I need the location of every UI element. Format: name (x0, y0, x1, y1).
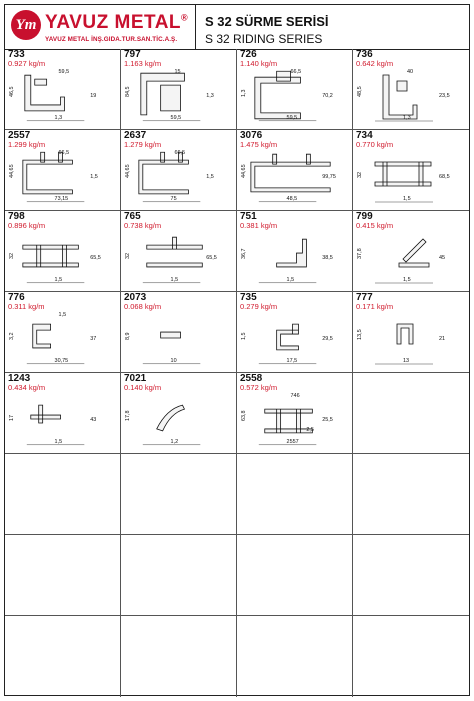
profile-drawing (121, 229, 236, 289)
empty-cell (353, 535, 469, 616)
profile-code: 733 (8, 49, 25, 60)
profile-cell-734 (353, 130, 469, 211)
profile-cell-736 (353, 49, 469, 130)
dimension-label: 1,5 (240, 332, 247, 340)
dimension-label: 1,3 (206, 93, 214, 99)
profile-weight: 0.068 kg/m (124, 302, 162, 311)
dimension-label: 1,3 (54, 114, 63, 121)
profile-cell-735 (237, 292, 353, 373)
catalog-header (5, 5, 469, 50)
dimension-label: 65,5 (206, 255, 217, 261)
dimension-label: 17,5 (286, 357, 298, 364)
dimension-label: 66,5 (58, 150, 70, 157)
profile-drawing (121, 310, 236, 370)
dimension-label: 59,5 (170, 114, 182, 121)
dimension-label: 32 (357, 171, 363, 178)
profile-cell-7021 (121, 373, 237, 454)
profile-drawing (237, 310, 352, 370)
profile-code: 798 (8, 211, 25, 222)
profile-cell-3076 (237, 130, 353, 211)
dimension-label: 46,5 (8, 86, 15, 97)
profile-code: 1243 (8, 373, 31, 384)
dimension-label: 75 (170, 195, 177, 202)
profile-outline (147, 237, 203, 267)
profile-code: 777 (356, 292, 373, 303)
profile-cell-726 (237, 49, 353, 130)
profile-code: 751 (240, 211, 257, 222)
dimension-label: 84,5 (124, 86, 131, 97)
empty-cell (237, 454, 353, 535)
dimension-label: 44,65 (8, 164, 15, 178)
profile-outline (265, 409, 313, 433)
profile-cell-797 (121, 49, 237, 130)
dimension-label: 2557 (286, 438, 299, 445)
profile-cell-1243 (5, 373, 121, 454)
dimension-label: 63,8 (240, 410, 247, 421)
empty-cell (353, 373, 469, 454)
profile-weight: 1.475 kg/m (240, 140, 278, 149)
dimension-label: 59,5 (286, 114, 298, 121)
dimension-label: 10 (170, 357, 177, 364)
empty-cell (121, 535, 237, 616)
dimension-label: 2,5 (306, 426, 314, 433)
profile-weight: 0.381 kg/m (240, 221, 278, 230)
profile-drawing (237, 391, 352, 451)
profile-outline (383, 75, 417, 119)
dimension-label: 3,2 (8, 332, 15, 340)
profile-code: 799 (356, 211, 373, 222)
dimension-label: 1,2 (170, 438, 179, 445)
dimension-label: 44,65 (240, 164, 247, 178)
empty-cell (237, 616, 353, 697)
profile-outline (23, 152, 73, 194)
profile-cell-2558 (237, 373, 353, 454)
profile-outline (251, 154, 330, 192)
profile-cell-733 (5, 49, 121, 130)
dimension-label: 68,5 (439, 174, 450, 180)
profile-outline (139, 152, 189, 194)
dimension-label: 32 (8, 252, 15, 259)
empty-cell (5, 535, 121, 616)
dimension-label: 36,7 (240, 248, 247, 259)
dimension-label: 19 (90, 93, 97, 99)
dimension-label: 21 (439, 336, 446, 342)
dimension-label: 1,5 (54, 276, 63, 283)
dimension-label: 48,5 (286, 195, 298, 202)
dimension-label: 1,5 (170, 276, 179, 283)
profile-drawing (5, 67, 120, 127)
profile-cell-799 (353, 211, 469, 292)
dimension-label: 37,8 (357, 248, 363, 259)
profile-drawing (5, 148, 120, 208)
profile-cell-2073 (121, 292, 237, 373)
profile-outline (397, 324, 413, 344)
profile-outline (277, 324, 299, 350)
profile-drawing (353, 229, 469, 289)
profile-drawing (5, 310, 120, 370)
profile-cell-798 (5, 211, 121, 292)
profile-drawing (353, 67, 469, 127)
profile-drawing (237, 229, 352, 289)
dimension-label: 1,5 (90, 174, 98, 180)
profile-code: 2557 (8, 130, 31, 141)
dimension-label: 1,5 (54, 438, 63, 445)
profile-outline (399, 239, 429, 267)
dimension-label: 17,8 (124, 410, 131, 421)
dimension-label: 23,5 (439, 93, 450, 99)
profile-code: 2637 (124, 130, 147, 141)
dimension-label: 13,5 (357, 329, 363, 340)
profile-weight: 0.738 kg/m (124, 221, 162, 230)
profile-drawing (237, 148, 352, 208)
dimension-label: 45 (439, 255, 446, 261)
profile-outline (157, 405, 185, 431)
empty-cell (5, 616, 121, 697)
profile-outline (31, 405, 61, 423)
dimension-label: 59,5 (58, 69, 70, 76)
empty-cell (121, 454, 237, 535)
profile-weight: 0.896 kg/m (8, 221, 46, 230)
dimension-label: 99,75 (322, 174, 336, 180)
dimension-label: 1,5 (403, 277, 411, 283)
profile-weight: 0.770 kg/m (356, 140, 394, 149)
profile-drawing (121, 391, 236, 451)
dimension-label: 32 (124, 252, 131, 259)
profile-weight: 0.140 kg/m (124, 383, 162, 392)
brand-name-text: YAVUZ METAL (45, 12, 182, 33)
brand-name (45, 12, 188, 34)
profile-drawing (353, 310, 469, 370)
profile-cell-2557 (5, 130, 121, 211)
profile-code: 7021 (124, 373, 147, 384)
dimension-label: 66,5 (290, 69, 302, 76)
profile-weight: 0.279 kg/m (240, 302, 278, 311)
profile-weight: 0.572 kg/m (240, 383, 278, 392)
profile-weight: 1.140 kg/m (240, 59, 278, 68)
profile-cell-765 (121, 211, 237, 292)
empty-cell (5, 454, 121, 535)
dimension-label: 1,5 (58, 312, 67, 319)
dimension-label: 66,5 (174, 150, 186, 157)
dimension-label: 73,15 (54, 195, 69, 202)
dimension-label: 746 (290, 393, 300, 400)
profile-weight: 1.279 kg/m (124, 140, 162, 149)
profile-drawing (121, 67, 236, 127)
profile-outline (255, 71, 301, 119)
profile-weight: 0.927 kg/m (8, 59, 46, 68)
profile-outline (141, 73, 185, 115)
dimension-label: 25,5 (322, 417, 333, 423)
dimension-label: 38,5 (322, 255, 333, 261)
dimension-label: 37 (90, 336, 97, 342)
empty-cell (237, 535, 353, 616)
profile-weight: 0.415 kg/m (356, 221, 394, 230)
dimension-label: 1,3 (403, 115, 411, 121)
profile-drawing (237, 67, 352, 127)
profile-cell-776 (5, 292, 121, 373)
empty-cell (353, 454, 469, 535)
dimension-label: 30,75 (54, 357, 69, 364)
profile-drawing (5, 391, 120, 451)
dimension-label: 13 (403, 358, 410, 364)
dimension-label: 1,5 (206, 174, 214, 180)
profile-code: 797 (124, 49, 141, 60)
dimension-label: 43 (90, 417, 97, 423)
empty-cell (353, 616, 469, 697)
series-subtitle: S 32 RIDING SERIES (205, 32, 323, 46)
dimension-label: 48,5 (357, 86, 363, 97)
profile-outline (33, 324, 51, 348)
dimension-label: 70,2 (322, 93, 333, 99)
dimension-label: 1,3 (240, 89, 247, 97)
profile-outline (161, 332, 181, 338)
profile-code: 2073 (124, 292, 147, 303)
catalog-sheet (4, 4, 470, 696)
profile-weight: 1.163 kg/m (124, 59, 162, 68)
dimension-label: 15 (174, 69, 181, 76)
profile-cell-2637 (121, 130, 237, 211)
profile-weight: 0.311 kg/m (8, 302, 45, 311)
brand-logo-icon: Ym (11, 10, 41, 40)
dimension-label: 1,5 (403, 196, 411, 202)
registered-mark: ® (181, 12, 189, 23)
profile-outline (23, 245, 79, 267)
profile-code: 736 (356, 49, 373, 60)
profile-outline (277, 239, 307, 267)
dimension-label: 17 (8, 414, 15, 421)
profile-code: 2558 (240, 373, 263, 384)
profile-weight: 0.642 kg/m (356, 59, 394, 68)
dimension-label: 8,9 (124, 332, 131, 340)
profile-code: 765 (124, 211, 141, 222)
profile-outline (375, 162, 431, 186)
brand-block (5, 5, 196, 50)
dimension-label: 44,65 (124, 164, 131, 178)
dimension-label: 65,5 (90, 255, 101, 261)
brand-company-line: YAVUZ METAL İNŞ.GIDA.TUR.SAN.TİC.A.Ş. (45, 36, 178, 43)
series-title: S 32 SÜRME SERİSİ (205, 14, 329, 29)
profile-code: 3076 (240, 130, 263, 141)
profile-code: 735 (240, 292, 257, 303)
empty-cell (121, 616, 237, 697)
dimension-label: 29,5 (322, 336, 333, 342)
profile-code: 776 (8, 292, 25, 303)
profile-weight: 0.434 kg/m (8, 383, 46, 392)
profile-drawing (353, 148, 469, 208)
profile-cell-777 (353, 292, 469, 373)
profile-weight: 1.299 kg/m (8, 140, 46, 149)
profile-cell-751 (237, 211, 353, 292)
profile-code: 734 (356, 130, 373, 141)
profile-drawing (121, 148, 236, 208)
dimension-label: 1,5 (286, 276, 295, 283)
profile-weight: 0.171 kg/m (356, 302, 394, 311)
profile-outline (25, 75, 65, 111)
profile-grid (5, 49, 469, 695)
profile-drawing (5, 229, 120, 289)
profile-code: 726 (240, 49, 257, 60)
dimension-label: 40 (407, 69, 414, 75)
